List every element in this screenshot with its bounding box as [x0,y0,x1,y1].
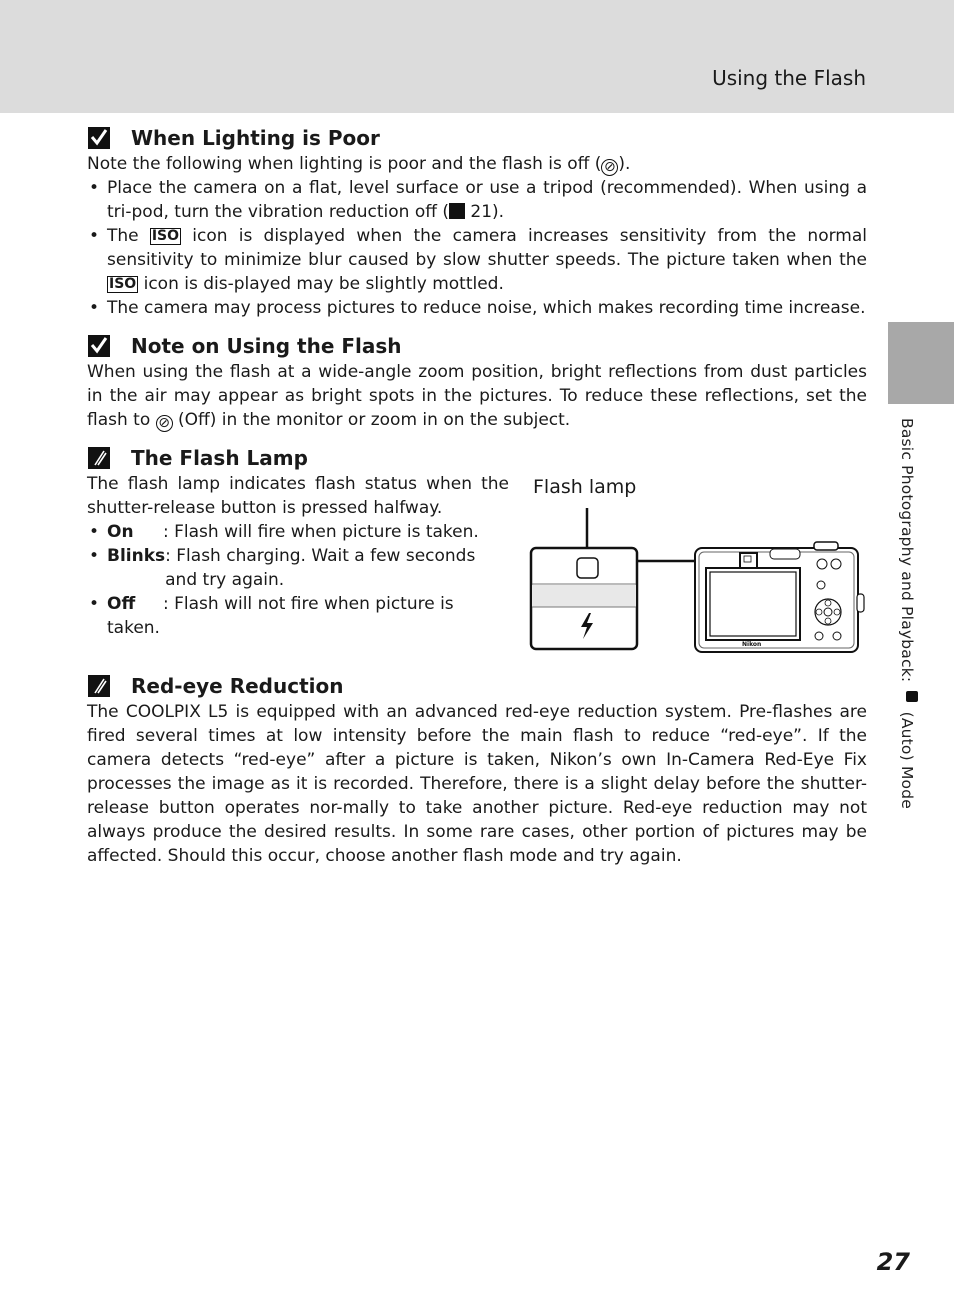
page-header-title: Using the Flash [712,66,866,90]
figure-label: Flash lamp [533,476,637,498]
flash-off-icon: ⊘ [156,415,173,432]
section-body: The COOLPIX L5 is equipped with an advanced red-eye reduction system. Pre-flashes are fired several times at low intensity before the main flash to reduce “red-eye”. If the camera detects “red-eye” after a picture is taken, Nikon’s own In-Camera Red-Eye Fix processes the image as it is recorded. Therefore, there is a slight delay before the shutter-release button operates nor-mally to take another picture. Red-eye reduction may not always produce the desired results. In some rare cases, other portion of pictures may be affected. Should this occur, choose another flash mode and try again. [87,702,867,866]
bullet-list [87,176,867,320]
pencil-note-icon [87,446,111,470]
page-number: 27 [876,1248,910,1276]
status-item-off: • Off : Flash will not fire when picture is taken. [87,592,509,640]
header-band [0,0,954,113]
section-intro: Note the following when lighting is poor and the flash is off ( ⊘ ). [87,154,631,175]
list-item: • Place the camera on a flat, level surface or use a tripod (recommended). When using a tri-pod, turn the vibration reduction off ( 21). [87,176,867,224]
status-item-blinks: • Blinks : Flash charging. Wait a few seconds and try again. [87,544,509,592]
chapter-side-label [898,418,918,809]
section-title: The Flash Lamp [131,446,308,470]
section-title: Note on Using the Flash [131,334,402,358]
side-label-after: (Auto) Mode [898,706,916,810]
status-item-on: • On : Flash will fire when picture is taken. [87,520,509,544]
section-intro: The flash lamp indicates flash status when the shutter-release button is pressed halfway. [87,474,509,518]
section-lighting-poor [87,125,867,320]
camera-mode-icon [906,691,918,702]
flash-lamp-figure [528,476,868,660]
section-title: Red-eye Reduction [131,674,344,698]
iso-icon: ISO [109,276,137,292]
camera-brand-text: Nikon [742,641,762,648]
side-label-before: Basic Photography and Playback: [898,418,916,688]
checkmark-note-icon [87,334,111,358]
section-title: When Lighting is Poor [131,126,380,150]
list-item: • The ISO icon is displayed when the camera increases sensitivity from the normal sensitivity to minimize blur caused by slow shutter speeds. The picture taken when the ISO icon is dis-played may be slightly mottled. [87,224,867,296]
page-reference-icon [449,203,465,219]
camera-diagram [528,476,868,660]
section-body: When using the flash at a wide-angle zoom position, bright reflections from dust particles in the air may appear as bright spots in the pictures. To reduce these reflections, set the flash to ⊘ (Off) in the monitor or zoom in on the subject. [87,362,867,431]
chapter-tab [888,322,954,404]
section-red-eye [87,673,867,868]
section-flash-note [87,333,867,432]
list-item: • The camera may process pictures to reduce noise, which makes recording time increase. [87,296,867,320]
checkmark-note-icon [87,126,111,150]
flash-off-icon: ⊘ [601,159,618,176]
iso-icon: ISO [151,228,180,244]
pencil-note-icon [87,674,111,698]
